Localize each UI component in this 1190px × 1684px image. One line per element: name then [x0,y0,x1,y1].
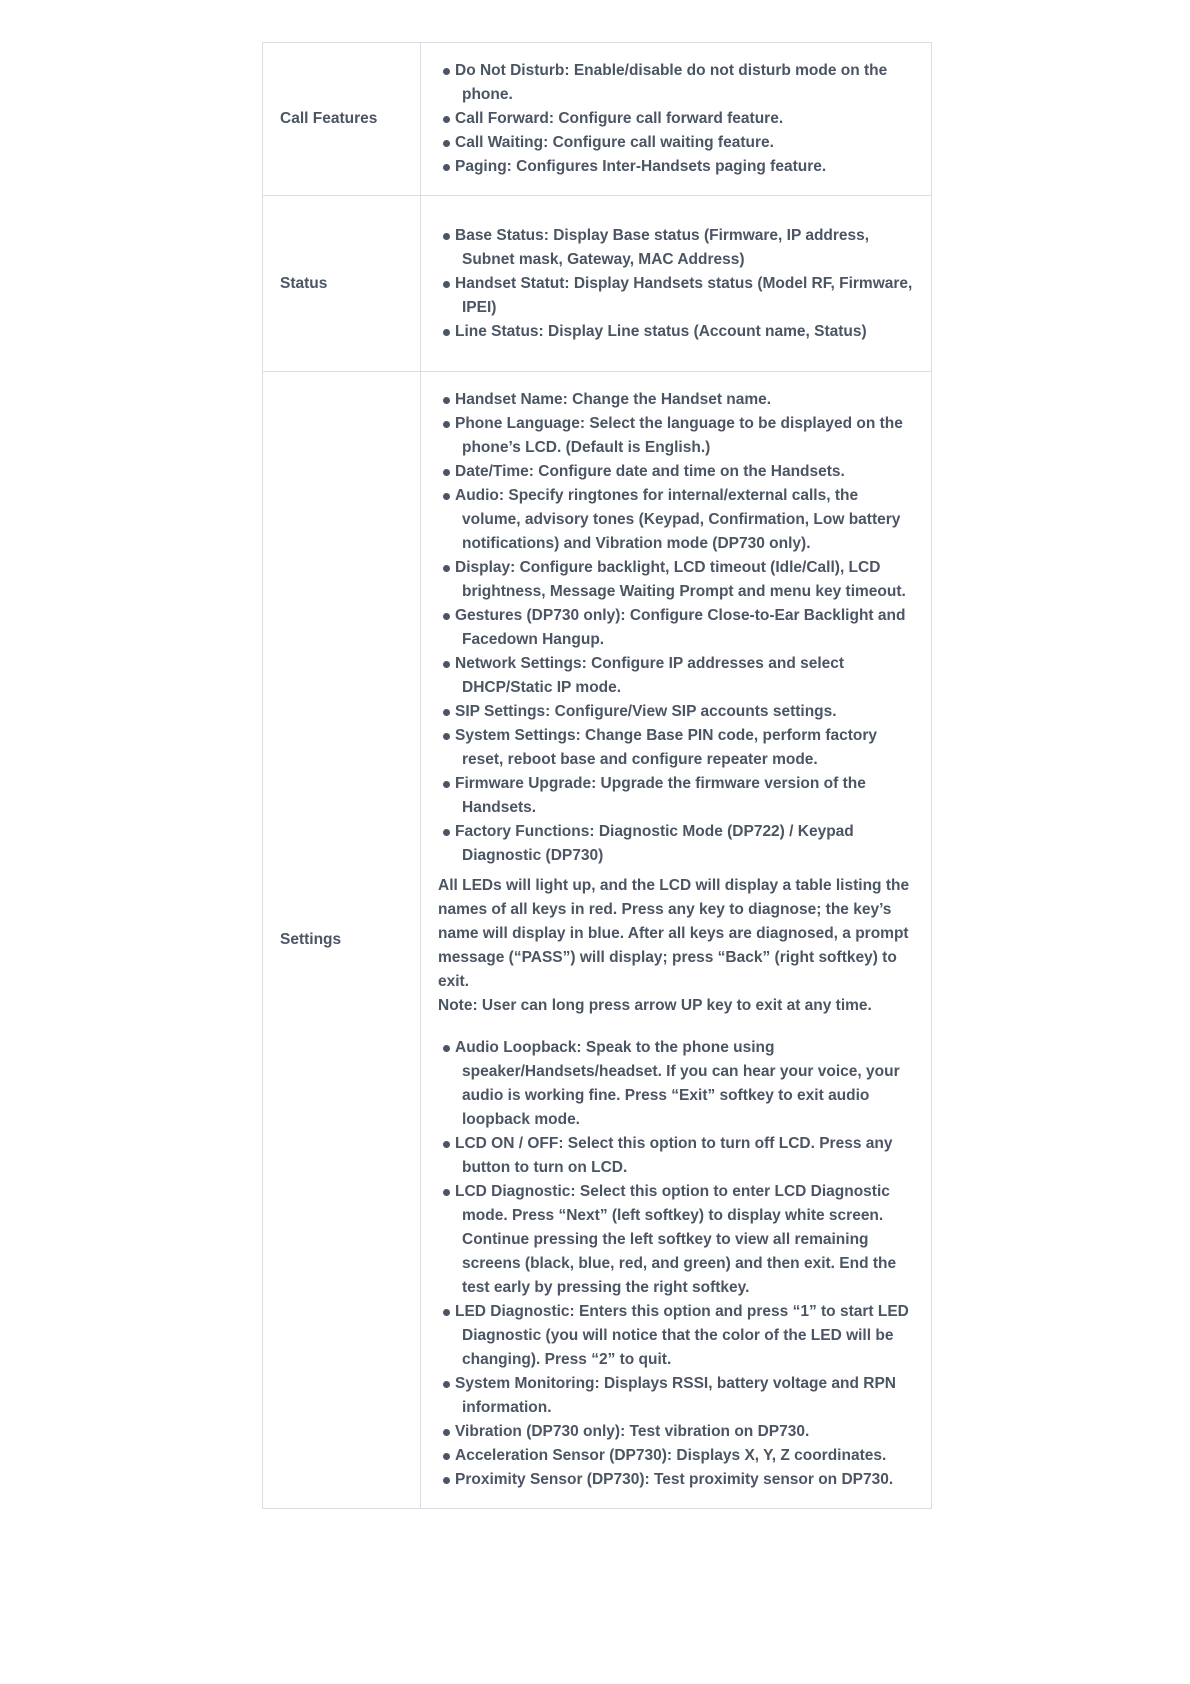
list-item: Network Settings: Configure IP addresses and select DHCP/Static IP mode. [438,652,913,700]
list-item: Do Not Disturb: Enable/disable do not disturb mode on the phone. [438,59,913,107]
table-row-settings [263,372,932,1509]
list-item: Audio Loopback: Speak to the phone using speaker/Handsets/headset. If you can hear your voice, your audio is working fine. Press “Exit” softkey to exit audio loopback mode. [438,1036,913,1132]
list-item: System Monitoring: Displays RSSI, battery voltage and RPN information. [438,1372,913,1420]
list-item: Date/Time: Configure date and time on the Handsets. [438,460,913,484]
list-item: Base Status: Display Base status (Firmware, IP address, Subnet mask, Gateway, MAC Address) [438,224,913,272]
list-item: Display: Configure backlight, LCD timeout (Idle/Call), LCD brightness, Message Waiting Prompt and menu key timeout. [438,556,913,604]
list-item: Line Status: Display Line status (Account name, Status) [438,320,913,344]
status-list [438,224,913,344]
diagnostic-note: Note: User can long press arrow UP key to exit at any time. [438,997,872,1014]
list-item: Phone Language: Select the language to be displayed on the phone’s LCD. (Default is English.) [438,412,913,460]
table-row-call-features [263,43,932,196]
table-row-status [263,196,932,372]
list-item: SIP Settings: Configure/View SIP accounts settings. [438,700,913,724]
row-content-settings [421,372,932,1509]
call-features-list [438,59,913,179]
list-item: Audio: Specify ringtones for internal/external calls, the volume, advisory tones (Keypad, Confirmation, Low battery notifications) and Vibration mode (DP730 only). [438,484,913,556]
features-table [262,42,932,1509]
row-content-status [421,196,932,372]
list-item: Paging: Configures Inter-Handsets paging feature. [438,155,913,179]
list-item: Handset Statut: Display Handsets status (Model RF, Firmware, IPEI) [438,272,913,320]
settings-list-a [438,388,913,868]
row-content-call-features [421,43,932,196]
settings-list-b [438,1036,913,1492]
list-item: Acceleration Sensor (DP730): Displays X, Y, Z coordinates. [438,1444,913,1468]
list-item: Firmware Upgrade: Upgrade the firmware version of the Handsets. [438,772,913,820]
row-label-settings: Settings [263,372,421,1509]
list-item: LCD Diagnostic: Select this option to enter LCD Diagnostic mode. Press “Next” (left softkey) to display white screen. Continue pressing the left softkey to view all remaining screens (black, blue, red, and green) and then exit. End the test early by pressing the right softkey. [438,1180,913,1300]
list-item: Handset Name: Change the Handset name. [438,388,913,412]
row-label-call-features: Call Features [263,43,421,196]
list-item: LCD ON / OFF: Select this option to turn off LCD. Press any button to turn on LCD. [438,1132,913,1180]
diagnostic-paragraph: All LEDs will light up, and the LCD will display a table listing the names of all keys in red. Press any key to diagnose; the key’s name will display in blue. After all keys are diagnosed, a prompt message (“PASS”) will display; press “Back” (right softkey) to exit. [438,877,910,990]
list-item: Vibration (DP730 only): Test vibration on DP730. [438,1420,913,1444]
row-label-status: Status [263,196,421,372]
list-item: Factory Functions: Diagnostic Mode (DP722) / Keypad Diagnostic (DP730) [438,820,913,868]
list-item: Proximity Sensor (DP730): Test proximity sensor on DP730. [438,1468,913,1492]
list-item: Call Forward: Configure call forward feature. [438,107,913,131]
list-item: Gestures (DP730 only): Configure Close-to-Ear Backlight and Facedown Hangup. [438,604,913,652]
list-item: System Settings: Change Base PIN code, perform factory reset, reboot base and configure repeater mode. [438,724,913,772]
list-item: Call Waiting: Configure call waiting feature. [438,131,913,155]
list-item: LED Diagnostic: Enters this option and press “1” to start LED Diagnostic (you will notice that the color of the LED will be changing). Press “2” to quit. [438,1300,913,1372]
